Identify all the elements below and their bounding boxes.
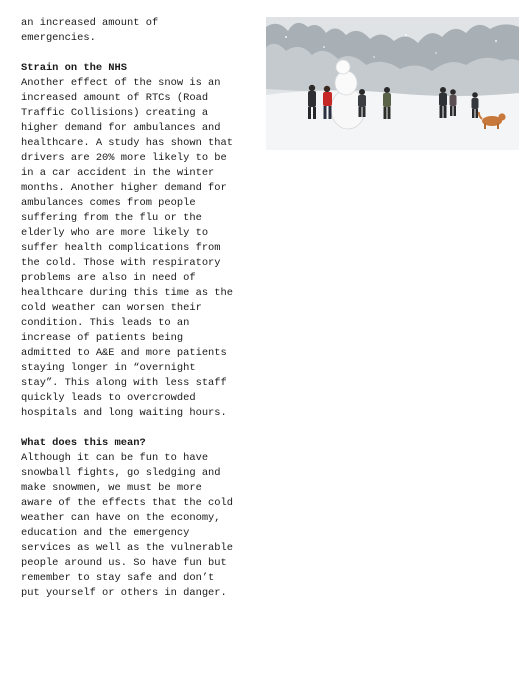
section-heading-what-does-this-mean: What does this mean? bbox=[21, 437, 146, 449]
snow-ground bbox=[266, 90, 519, 150]
snow-scene-photo bbox=[266, 17, 519, 150]
snow-scene-illustration bbox=[266, 17, 519, 150]
section-heading-strain-nhs: Strain on the NHS bbox=[21, 62, 128, 74]
paragraph-gap bbox=[21, 421, 236, 436]
article-column bbox=[21, 16, 236, 601]
paragraph-gap bbox=[21, 46, 236, 61]
section-body-strain-nhs: Another effect of the snow is an increased amount of RTCs (Road Traffic Collisions) creating a higher demand for ambulances and healthcare. A study has shown that drivers are 20% more likely to be in a car accident in the winter months. Another higher demand for ambulances comes from people suffering from the flu or the elderly who are more likely to suffer health complications from the cold. Those with respiratory problems are also in need of healthcare during this time as the cold weather can worsen their condition. This leads to an increase of patients being admitted to A&E and more patients staying longer in “overnight stay”. This along with less staff quickly leads to overcrowded hospitals and long waiting hours. bbox=[21, 77, 234, 419]
section-body-what-does-this-mean: Although it can be fun to have snowball fights, go sledging and make snowmen, we must be more aware of the effects that the cold weather can have on the economy, education and the emergency services as well as the vulnerable people around us. So have fun but remember to stay safe and don’t put yourself or others in danger. bbox=[21, 452, 234, 599]
intro-continuation: an increased amount of emergencies. bbox=[21, 17, 159, 44]
